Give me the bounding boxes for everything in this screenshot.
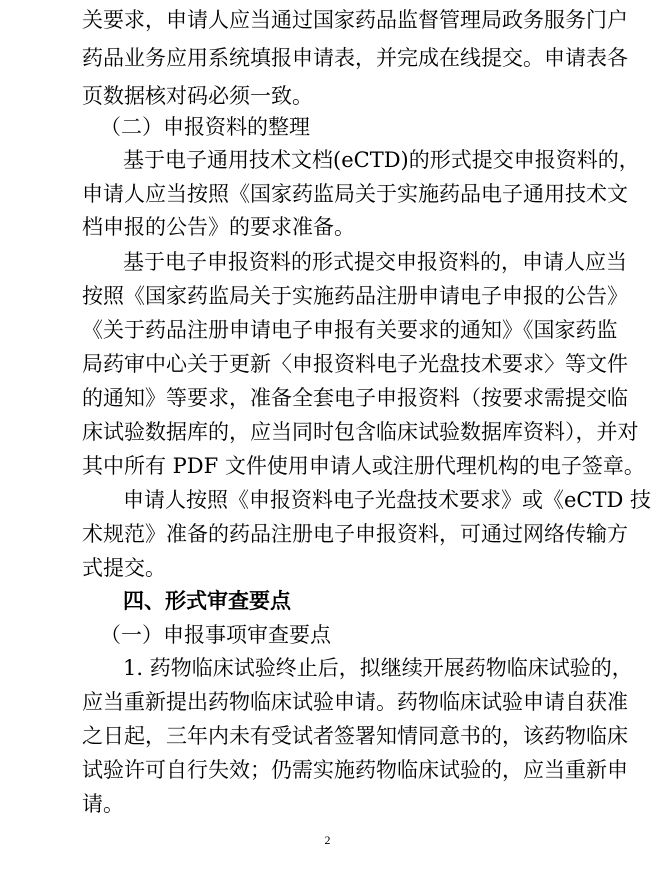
body-text-line: 1. 药物临床试验终止后，拟继续开展药物临床试验的，: [123, 656, 633, 680]
section-heading: 四、形式审查要点: [123, 588, 291, 613]
body-text-line: 局药审中心关于更新〈申报资料电子光盘技术要求〉等文件: [82, 352, 628, 376]
body-text-line: 申请人应当按照《国家药监局关于实施药品电子通用技术文: [82, 182, 628, 206]
body-text-line: 药品业务应用系统填报申请表，并完成在线提交。申请表各: [82, 46, 628, 70]
body-text-line: 按照《国家药监局关于实施药品注册申请电子申报的公告》: [82, 284, 628, 308]
body-text-line: 档申报的公告》的要求准备。: [82, 215, 355, 239]
body-text-line: 《关于药品注册申请电子申报有关要求的通知》《国家药监: [82, 318, 618, 342]
body-text-line: 页数据核对码必须一致。: [82, 84, 313, 108]
body-text-line: 试验许可自行失效；仍需实施药物临床试验的，应当重新申: [82, 758, 628, 782]
body-text-line: 术规范》准备的药品注册电子申报资料，可通过网络传输方: [82, 522, 628, 546]
body-text-line: 式提交。: [82, 556, 166, 580]
body-text-line: 床试验数据库的，应当同时包含临床试验数据库资料），并对: [82, 420, 639, 444]
body-text-line: 其中所有 PDF 文件使用申请人或注册代理机构的电子签章。: [82, 454, 645, 478]
body-text-line: 之日起，三年内未有受试者签署知情同意书的，该药物临床: [82, 724, 628, 748]
section-subheading: （二）申报资料的整理: [100, 115, 310, 139]
page-number: 2: [324, 833, 331, 847]
section-subheading: （一）申报事项审查要点: [100, 623, 331, 647]
body-text-line: 的通知》等要求，准备全套电子申报资料（按要求需提交临: [82, 386, 628, 410]
body-text-line: 请。: [82, 792, 124, 816]
body-text-line: 基于电子通用技术文档(eCTD)的形式提交申报资料的，: [123, 148, 640, 172]
body-text-line: 申请人按照《申报资料电子光盘技术要求》或《eCTD 技: [123, 488, 652, 512]
body-text-line: 关要求，申请人应当通过国家药品监督管理局政务服务门户: [82, 8, 628, 32]
body-text-line: 基于电子申报资料的形式提交申报资料的，申请人应当: [123, 250, 627, 274]
body-text-line: 应当重新提出药物临床试验申请。药物临床试验申请自获准: [82, 690, 628, 714]
